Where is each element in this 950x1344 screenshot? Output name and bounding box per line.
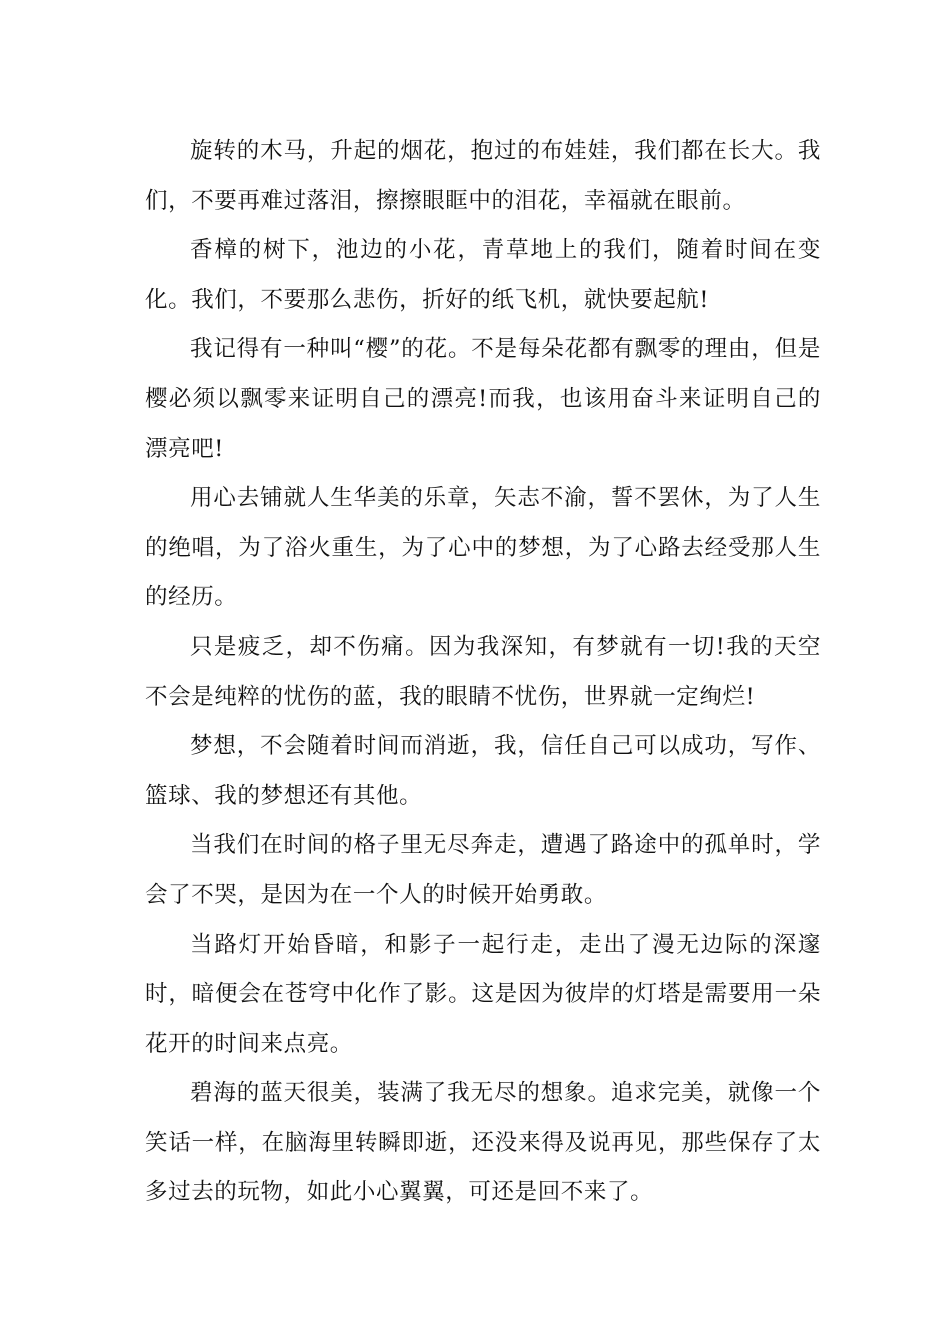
paragraph: 梦想，不会随着时间而消逝，我，信任自己可以成功，写作、篮球、我的梦想还有其他。 — [145, 733, 821, 809]
paragraph: 旋转的木马，升起的烟花，抱过的布娃娃，我们都在长大。我们，不要再难过落泪，擦擦眼眶中的泪花，幸福就在眼前。 — [145, 138, 821, 214]
paragraph: 只是疲乏，却不伤痛。因为我深知，有梦就有一切!我的天空不会是纯粹的忧伤的蓝，我的眼睛不忧伤，世界就一定绚烂! — [145, 633, 821, 710]
document-body — [145, 127, 821, 1218]
paragraph: 香樟的树下，池边的小花，青草地上的我们，随着时间在变化。我们，不要那么悲伤，折好的纸飞机，就快要起航! — [145, 237, 821, 313]
paragraph: 碧海的蓝天很美，装满了我无尽的想象。追求完美，就像一个笑话一样，在脑海里转瞬即逝，还没来得及说再见，那些保存了太多过去的玩物，如此小心翼翼，可还是回不来了。 — [145, 1080, 821, 1206]
paragraph: 当我们在时间的格子里无尽奔走，遭遇了路途中的孤单时，学会了不哭，是因为在一个人的时候开始勇敢。 — [145, 832, 821, 908]
paragraph: 我记得有一种叫“樱”的花。不是每朵花都有飘零的理由，但是樱必须以飘零来证明自己的漂亮!而我，也该用奋斗来证明自己的漂亮吧! — [145, 336, 821, 462]
paragraph: 当路灯开始昏暗，和影子一起行走，走出了漫无边际的深邃时，暗便会在苍穹中化作了影。这是因为彼岸的灯塔是需要用一朵花开的时间来点亮。 — [145, 931, 821, 1057]
paragraph: 用心去铺就人生华美的乐章，矢志不渝，誓不罢休，为了人生的绝唱，为了浴火重生，为了心中的梦想，为了心路去经受那人生的经历。 — [145, 485, 821, 611]
